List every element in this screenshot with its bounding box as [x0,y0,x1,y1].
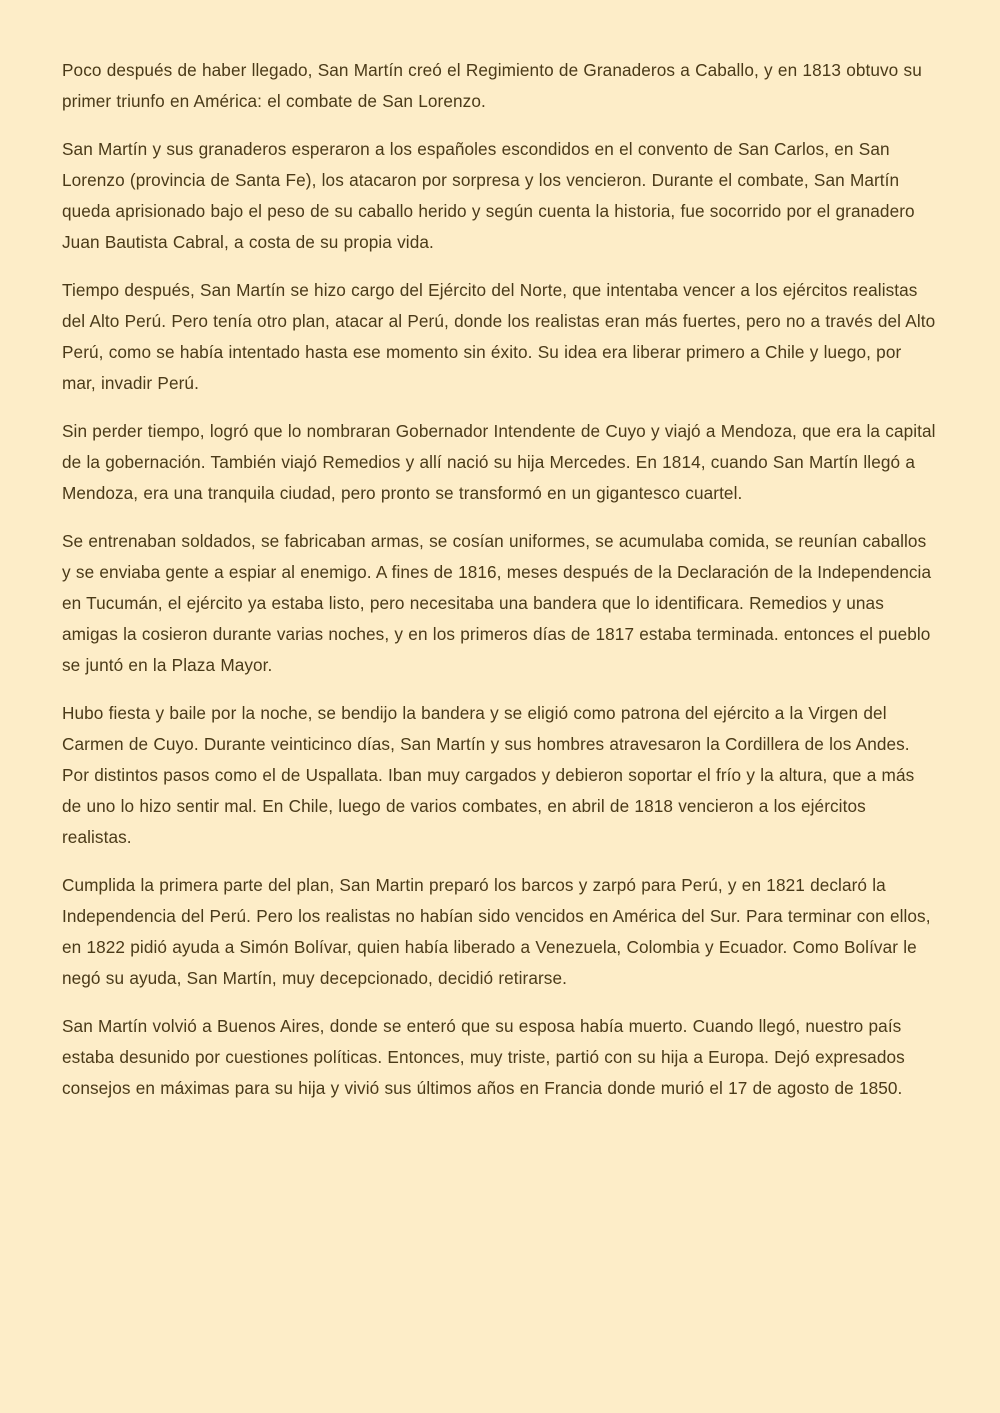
paragraph: Tiempo después, San Martín se hizo cargo del Ejército del Norte, que intentaba vencer a los ejércitos realistas del Alto Perú. Pero tenía otro plan, atacar al Perú, donde los realistas eran más fuertes, pero no a través del Alto Perú, como se había intentado hasta ese momento sin éxito. Su idea era liberar primero a Chile y luego, por mar, invadir Perú. [62,280,936,393]
paragraph: Se entrenaban soldados, se fabricaban armas, se cosían uniformes, se acumulaba comida, se reunían caballos y se enviaba gente a espiar al enemigo. A fines de 1816, meses después de la Declaración de la Independencia en Tucumán, el ejército ya estaba listo, pero necesitaba una bandera que lo identificara. Remedios y unas amigas la cosieron durante varias noches, y en los primeros días de 1817 estaba terminada. entonces el pueblo se juntó en la Plaza Mayor. [62,531,932,675]
paragraph: San Martín y sus granaderos esperaron a los españoles escondidos en el convento de San Carlos, en San Lorenzo (provincia de Santa Fe), los atacaron por sorpresa y los vencieron. Durante el combate, San Martín queda aprisionado bajo el peso de su caballo herido y según cuenta la historia, fue socorrido por el granadero Juan Bautista Cabral, a costa de su propia vida. [62,139,915,252]
paragraph: Sin perder tiempo, logró que lo nombraran Gobernador Intendente de Cuyo y viajó a Mendoza, que era la capital de la gobernación. También viajó Remedios y allí nació su hija Mercedes. En 1814, cuando San Martín llegó a Mendoza, era una tranquila ciudad, pero pronto se transformó en un gigantesco cuartel. [62,421,936,503]
paragraph: Hubo fiesta y baile por la noche, se bendijo la bandera y se eligió como patrona del ejército a la Virgen del Carmen de Cuyo. Durante veinticinco días, San Martín y sus hombres atravesaron la Cordillera de los Andes. Por distintos pasos como el de Uspallata. Iban muy cargados y debieron soportar el frío y la altura, que a más de uno lo hizo sentir mal. En Chile, luego de varios combates, en abril de 1818 vencieron a los ejércitos realistas. [62,703,915,847]
document-body [62,55,938,1104]
paragraph: San Martín volvió a Buenos Aires, donde se enteró que su esposa había muerto. Cuando llegó, nuestro país estaba desunido por cuestiones políticas. Entonces, muy triste, partió con su hija a Europa. Dejó expresados consejos en máximas para su hija y vivió sus últimos años en Francia donde murió el 17 de agosto de 1850. [62,1016,905,1098]
paragraph: Cumplida la primera parte del plan, San Martin preparó los barcos y zarpó para Perú, y en 1821 declaró la Independencia del Perú. Pero los realistas no habían sido vencidos en América del Sur. Para terminar con ellos, en 1822 pidió ayuda a Simón Bolívar, quien había liberado a Venezuela, Colombia y Ecuador. Como Bolívar le negó su ayuda, San Martín, muy decepcionado, decidió retirarse. [62,875,931,988]
paragraph: Poco después de haber llegado, San Martín creó el Regimiento de Granaderos a Caballo, y en 1813 obtuvo su primer triunfo en América: el combate de San Lorenzo. [62,60,922,111]
